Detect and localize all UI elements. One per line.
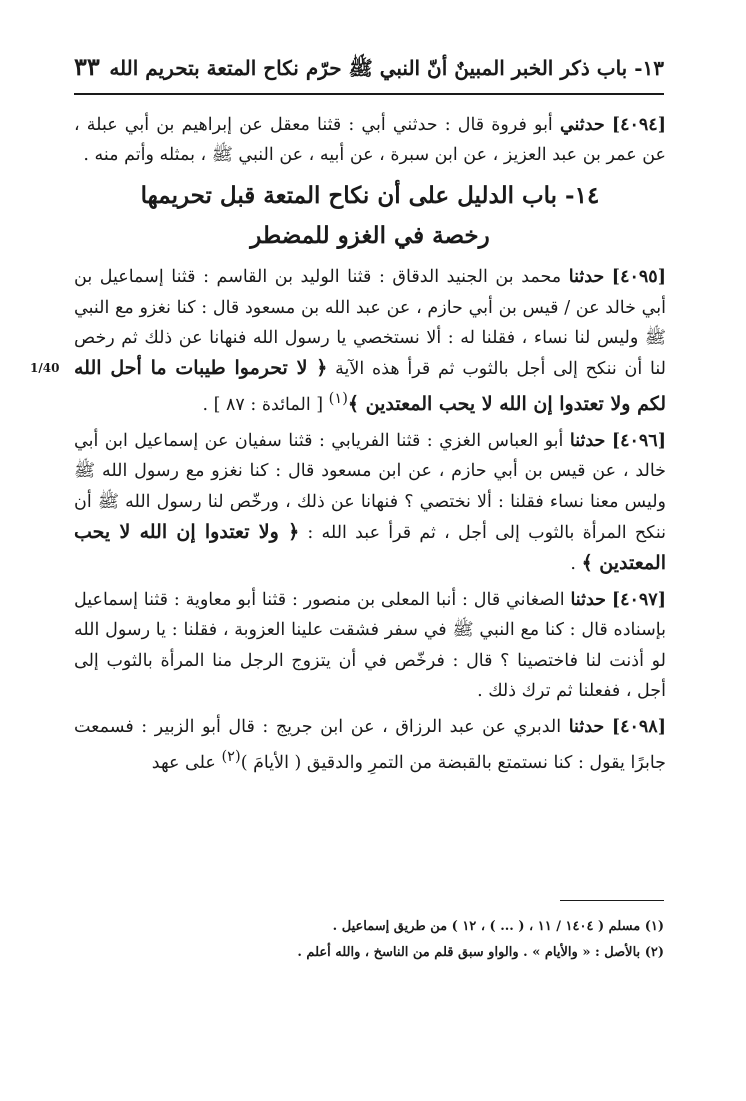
footnote-ref: (٢) xyxy=(221,748,241,766)
hadith-number: [٤٠٩٧] xyxy=(611,590,666,611)
hadith-text: أبو العباس الغزي : قثنا الفريابي : قثنا سفيان عن إسماعيل ابن أبي خالد ، عن قيس بن أبي حازم ، عن ابن مسعود قال : كنا نغزو مع رسول الله ﷺ وليس معنا نساء فقلنا : ألا نختصي ؟ فنهانا عن ذلك ، ورخّص لنا رسول الله ﷺ أن ننكح المرأة بالثوب إلى أجل ، ثم قرأ عبد الله : xyxy=(74,431,666,543)
page-header xyxy=(74,50,664,92)
running-title: ١٣- باب ذكر الخبر المبينٌ أنّ النبي ﷺ حرّم نكاح المتعة بتحريم الله xyxy=(109,56,664,80)
verse-reference: [ المائدة : ٨٧ ] . xyxy=(202,395,324,416)
chapter-title-line1: ١٤- باب الدليل على أن نكاح المتعة قبل تحريمها xyxy=(140,182,600,210)
hadith-4096 xyxy=(74,426,666,579)
hadith-number: [٤٠٩٤] xyxy=(611,115,666,135)
footnote-rule xyxy=(560,900,664,901)
transmission-word: حدثنا xyxy=(570,590,606,611)
hadith-4095 xyxy=(74,262,666,420)
footnote-1: (١) مسلم ( ١٤٠٤ / ١١ ، ( ... ) ، ١٢ ) من طريق إسماعيل . xyxy=(332,919,664,934)
chapter-heading xyxy=(74,176,666,256)
transmission-word: حدثنا xyxy=(568,717,605,738)
hadith-4094 xyxy=(74,110,666,170)
hadith-4098 xyxy=(74,712,666,778)
main-text xyxy=(74,110,666,784)
footnote-ref: (١) xyxy=(328,390,348,408)
hadith-text-continued: على عهد xyxy=(151,753,216,774)
hadith-number: [٤٠٩٦] xyxy=(611,431,666,452)
quran-verse: ﴿ ولا تعتدوا إن الله لا يحب المعتدين ﴾ xyxy=(74,520,666,575)
quran-verse: ﴿ لا تحرموا طيبات ما أحل الله لكم ولا تعتدوا إن الله لا يحب المعتدين ﴾ xyxy=(74,357,666,416)
hadith-text: الدبري عن عبد الرزاق ، عن ابن جريج : قال أبو الزبير : فسمعت جابرًا يقول : كنا نستمتع بالقبضة من التمرِ والدقيق ( الأيامَ ) xyxy=(74,717,666,774)
hadith-number: [٤٠٩٥] xyxy=(611,267,666,288)
footnotes xyxy=(74,914,664,966)
hadith-text: الصغاني قال : أنبا المعلى بن منصور : قثنا أبو معاوية : قثنا إسماعيل بإسناده قال : كنا مع النبي ﷺ في سفر فشقت علينا العزوبة ، فقلنا : يا رسول الله لو أذنت لنا فاختصينا ؟ قال : فرخّص في أن يتزوج الرجل منا المرأة بالثوب إلى أجل ، ففعلنا ثم ترك ذلك . xyxy=(74,590,666,701)
sentence-end: . xyxy=(570,554,576,575)
header-rule xyxy=(74,93,664,95)
hadith-number: [٤٠٩٨] xyxy=(611,717,666,738)
margin-note: 1/40 xyxy=(30,361,60,375)
chapter-title-line2: رخصة في الغزو للمضطر xyxy=(250,222,490,250)
transmission-word: حدثنا xyxy=(569,431,606,452)
hadith-text: محمد بن الجنيد الدقاق : قثنا الوليد بن القاسم : قثنا إسماعيل بن أبي خالد عن / قيس بن أبي حازم ، عن عبد الله بن مسعود قال : كنا نغزو مع النبي ﷺ وليس لنا نساء ، فقلنا له : ألا نستخصي يا رسول الله فنهانا عن ذلك ثم رخص لنا أن ننكح إلى أجل بالثوب ثم قرأ هذه الآية xyxy=(74,267,666,380)
hadith-4097 xyxy=(74,585,666,706)
transmission-word: حدثني xyxy=(559,115,605,135)
transmission-word: حدثنا xyxy=(568,267,605,288)
hadith-text: أبو فروة قال : حدثني أبي : قثنا معقل عن إبراهيم بن أبي عبلة ، عن عمر بن عبد العزيز ، عن ابن سبرة ، عن أبيه ، عن النبي ﷺ ، بمثله وأتم منه . xyxy=(74,115,666,166)
footnote-2: (٢) بالأصل : « والأيام » . والواو سبق قلم من الناسخ ، والله أعلم . xyxy=(297,945,664,960)
page-number: ٣٣ xyxy=(74,52,100,81)
